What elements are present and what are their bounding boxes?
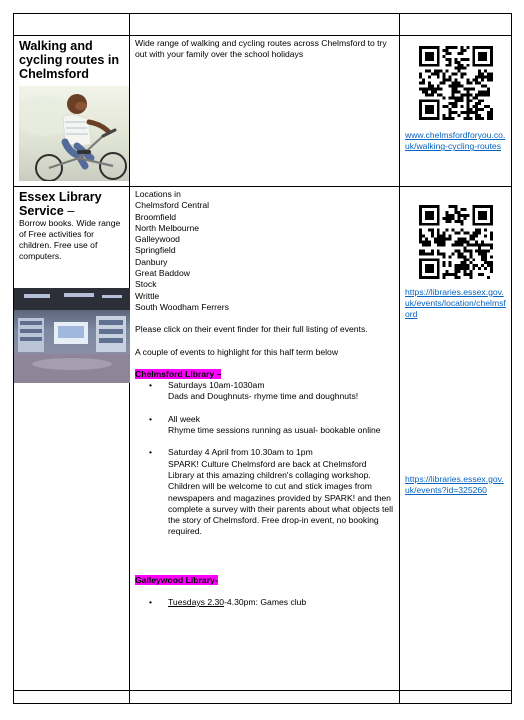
chelmsford-events-list xyxy=(135,380,395,538)
library-title-text: Essex Library Service xyxy=(19,190,102,218)
library-event-id-link[interactable]: https://libraries.essex.gov.uk/events?id=325260 xyxy=(405,473,504,495)
activity-link-cell xyxy=(400,187,512,691)
header-cell xyxy=(130,14,400,36)
walking-title: Walking and cycling routes in Chelmsford xyxy=(19,39,120,81)
location-item: Great Baddow xyxy=(135,268,190,279)
table-row xyxy=(14,187,512,691)
location-item: Writtle xyxy=(135,290,160,301)
chelmsford-library-heading: Chelmsford Library – xyxy=(135,368,222,379)
locations-heading: Locations in xyxy=(135,189,181,199)
footer-cell xyxy=(130,691,400,704)
library-events-link[interactable]: https://libraries.essex.gov.uk/events/location/chelmsford xyxy=(405,287,506,320)
highlight-intro: A couple of events to highlight for this half term below xyxy=(135,346,339,357)
footer-cell xyxy=(400,691,512,704)
location-item: Galleywood xyxy=(135,234,180,245)
footer-cell xyxy=(14,691,130,704)
list-item: • Tuesdays 2.30-4.30pm: Games club xyxy=(149,597,307,608)
activity-description-cell xyxy=(130,36,400,187)
galleywood-events-list xyxy=(135,597,395,608)
table-header-row xyxy=(14,14,512,36)
child-cycling-photo xyxy=(19,86,129,181)
table-footer-row xyxy=(14,691,512,704)
list-item: • Saturdays 10am-1030am Dads and Doughnuts- rhyme time and doughnuts! xyxy=(135,380,395,403)
walking-routes-link[interactable]: www.chelmsfordforyou.co.uk/walking-cycling-routes xyxy=(405,130,506,152)
library-title xyxy=(19,190,125,218)
location-item: Broomfield xyxy=(135,211,177,222)
location-item: Springfield xyxy=(135,245,176,256)
location-item: North Melbourne xyxy=(135,222,200,233)
activity-link-cell xyxy=(400,36,512,187)
library-title-dash: – xyxy=(67,204,75,218)
activity-title-cell xyxy=(14,36,130,187)
galleywood-library-heading: Galleywood Library- xyxy=(135,574,218,585)
event-detail: -4.30pm: Games club xyxy=(224,597,307,608)
location-item: Chelmsford Central xyxy=(135,200,210,211)
qr-code-icon[interactable] xyxy=(419,205,493,279)
event-detail: Dads and Doughnuts- rhyme time and doughnuts! xyxy=(168,391,359,402)
activity-title-cell xyxy=(14,187,130,691)
event-time: Saturdays 10am-1030am xyxy=(168,380,265,391)
library-interior-photo xyxy=(14,288,130,383)
event-time: All week xyxy=(168,413,200,424)
list-item: • Saturday 4 April from 10.30am to 1pm SPARK! Culture Chelmsford are back at Chelmsford Library at this amazing children's collaging workshop. Children will be welcome to cut and stick images from newspapers and magazines provided by SPARK! and then complete a survey with their parents about what objects tell the story of Chelmsford. Free drop-in event, no booking required. xyxy=(149,447,393,537)
header-cell xyxy=(14,14,130,36)
list-item: • All week Rhyme time sessions running as usual- bookable online xyxy=(135,414,395,437)
event-time: Saturday 4 April from 10.30am to 1pm xyxy=(168,447,313,458)
activity-description-cell xyxy=(130,187,400,691)
event-detail: SPARK! Culture Chelmsford are back at Chelmsford Library at this amazing children's collaging workshop. Children will be welcome to cut and stick images from newspapers and magazines provided by SPARK! and then complete a survey with their parents about what objects tell the story of Chelmsford. Free drop-in event, no booking required. xyxy=(168,458,393,537)
location-item: Stock xyxy=(135,279,157,290)
activities-table xyxy=(13,13,512,704)
table-row xyxy=(14,36,512,187)
header-cell xyxy=(400,14,512,36)
event-time: Tuesdays 2.30 xyxy=(168,597,225,608)
location-item: Danbury xyxy=(135,256,168,267)
event-detail: Rhyme time sessions running as usual- bookable online xyxy=(168,425,381,436)
qr-code-icon[interactable] xyxy=(419,46,493,120)
library-subtitle: Borrow books. Wide range of Free activities for children. Free use of computers. xyxy=(19,218,121,261)
event-finder-text: Please click on their event finder for their full listing of events. xyxy=(135,324,368,335)
walking-description: Wide range of walking and cycling routes across Chelmsford to try out with your family over the school holidays xyxy=(135,38,387,60)
location-item: South Woodham Ferrers xyxy=(135,301,229,312)
